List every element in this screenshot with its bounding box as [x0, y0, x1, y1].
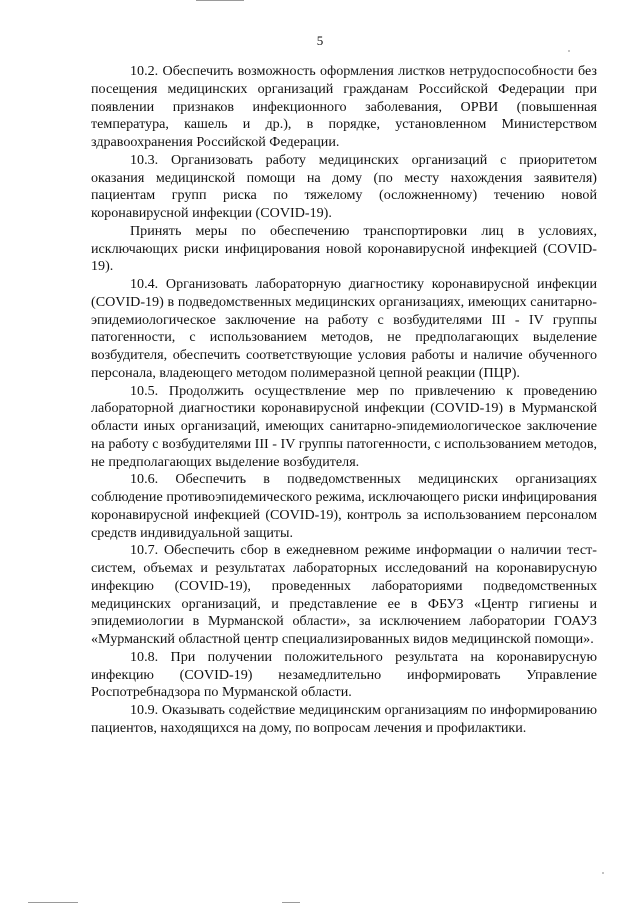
scan-artifact-dot	[568, 50, 570, 52]
paragraph-10-2: 10.2. Обеспечить возможность оформления листков нетрудоспособности без посещения медицинских организаций гражданам Российской Федерации при появлении признаков инфекционного заболевания, ОРВИ (повышенная температура, кашель и др.), в порядке, установленном Министерством здравоохранения Российской Федерации.	[91, 63, 597, 150]
paragraph-10-5: 10.5. Продолжить осуществление мер по привлечению к проведению лабораторной диагностики коронавирусной инфекции (COVID-19) в Мурманской области иных организаций, имеющих санитарно-эпидемиологическое заключение на работу с возбудителями III - IV группы патогенности, с использованием методов, не предполагающих выделение возбудителя.	[91, 382, 597, 470]
paragraph-10-4: 10.4. Организовать лабораторную диагностику коронавирусной инфекции (COVID-19) в подведомственных медицинских организациях, имеющих санитарно-эпидемиологическое заключение на работу с возбудителями III - IV группы патогенности, с использованием методов, не предполагающих выделение возбудителя, обеспечить соответствующие условия работы и наличие обученного персонала, владеющего методом полимеразной цепной реакции (ПЦР).	[91, 276, 597, 381]
scan-artifact-bottom-line-right	[282, 902, 300, 903]
scan-artifact-dot	[602, 872, 604, 874]
paragraph-10-3: 10.3. Организовать работу медицинских организаций с приоритетом оказания медицинской помощи на дому (по месту нахождения заявителя) пациентам групп риска по тяжелому (осложненному) течению новой коронавирусной инфекции (COVID-19).	[91, 151, 597, 221]
scan-artifact-bottom-line-left	[28, 902, 78, 903]
page-number: 5	[316, 33, 324, 48]
paragraph-10-8: 10.8. При получении положительного результата на коронавирусную инфекцию (COVID-19) незамедлительно информировать Управление Роспотребнадзора по Мурманской области.	[91, 648, 597, 701]
document-body	[91, 63, 597, 738]
paragraph-10-7: 10.7. Обеспечить сбор в ежедневном режиме информации о наличии тест-систем, объемах и результатах лабораторных исследований на коронавирусную инфекцию (COVID-19), проведенных лабораториями подведомственных медицинских организаций, и представление ее в ФБУЗ «Центр гигиены и эпидемиологии в Мурманской области», за исключением лаборатории ГОАУЗ «Мурманский областной центр специализированных видов медицинской помощи».	[91, 542, 597, 647]
paragraph-10-6: 10.6. Обеспечить в подведомственных медицинских организациях соблюдение противоэпидемического режима, исключающего риски инфицирования коронавирусной инфекцией (COVID-19), контроль за использованием персоналом средств индивидуальной защиты.	[91, 471, 597, 541]
paragraph-10-9: 10.9. Оказывать содействие медицинским организациям по информированию пациентов, находящихся на дому, по вопросам лечения и профилактики.	[91, 702, 597, 736]
paragraph-transport: Принять меры по обеспечению транспортировки лиц в условиях, исключающих риски инфицирования новой коронавирусной инфекцией (COVID-19).	[91, 222, 597, 275]
scan-artifact-top-line	[196, 0, 244, 1]
